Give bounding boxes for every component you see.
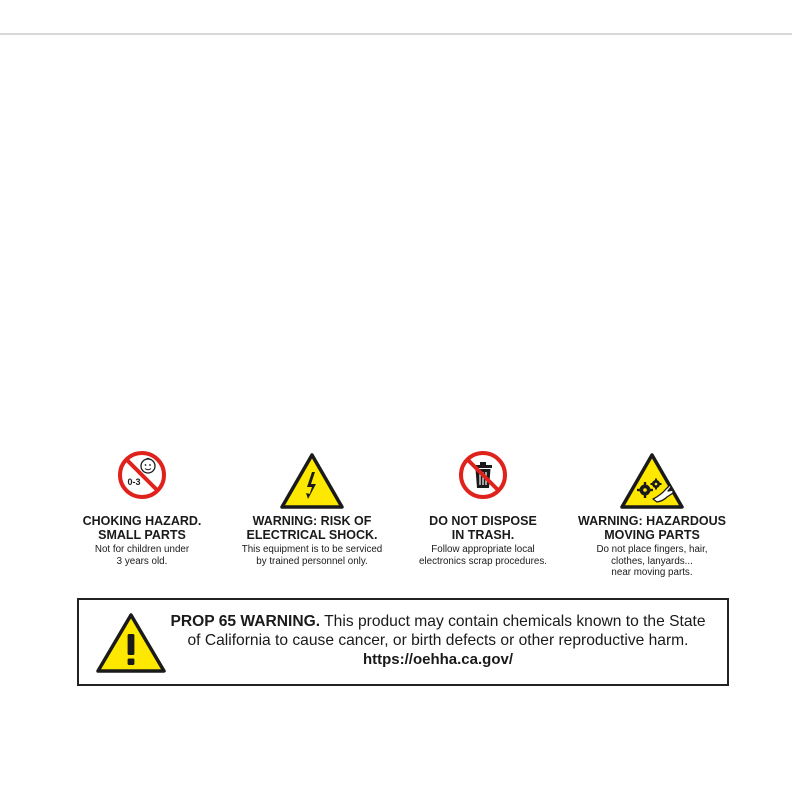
prop65-line-2: of California to cause cancer, or birth defects or other reproductive harm. (187, 632, 689, 649)
warning-description: Follow appropriate local electronics scrap procedures. (419, 544, 547, 567)
moving-parts-icon (619, 452, 685, 510)
warning-symbols-row (80, 450, 736, 580)
electrical-shock-warning (234, 450, 390, 580)
prop65-text (153, 612, 723, 669)
warning-description: Do not place fingers, hair, clothes, lanyards... near moving parts. (596, 544, 708, 578)
warning-title: WARNING: HAZARDOUS MOVING PARTS (578, 514, 726, 542)
warning-description: Not for children under 3 years old. (94, 544, 190, 567)
no-trash-icon (458, 450, 508, 500)
choking-hazard-warning (80, 450, 204, 580)
prop65-heading: PROP 65 WARNING. (170, 613, 321, 630)
no-trash-warning (410, 450, 556, 580)
top-divider (0, 33, 792, 35)
electrical-shock-icon (279, 452, 345, 510)
moving-parts-warning (574, 450, 730, 580)
warning-title: DO NOT DISPOSE IN TRASH. (429, 514, 537, 542)
warning-title: CHOKING HAZARD. SMALL PARTS (82, 514, 202, 542)
choking-hazard-icon (117, 450, 167, 500)
prop65-line-1: This product may contain chemicals known to the State (324, 613, 706, 630)
prop65-url-link[interactable]: https://oehha.ca.gov/ (362, 651, 513, 668)
age-label: 0-3 (127, 477, 141, 487)
prop65-warning-box (77, 598, 729, 686)
warning-description: This equipment is to be serviced by trained personnel only. (241, 544, 383, 567)
warning-title: WARNING: RISK OF ELECTRICAL SHOCK. (246, 514, 378, 542)
